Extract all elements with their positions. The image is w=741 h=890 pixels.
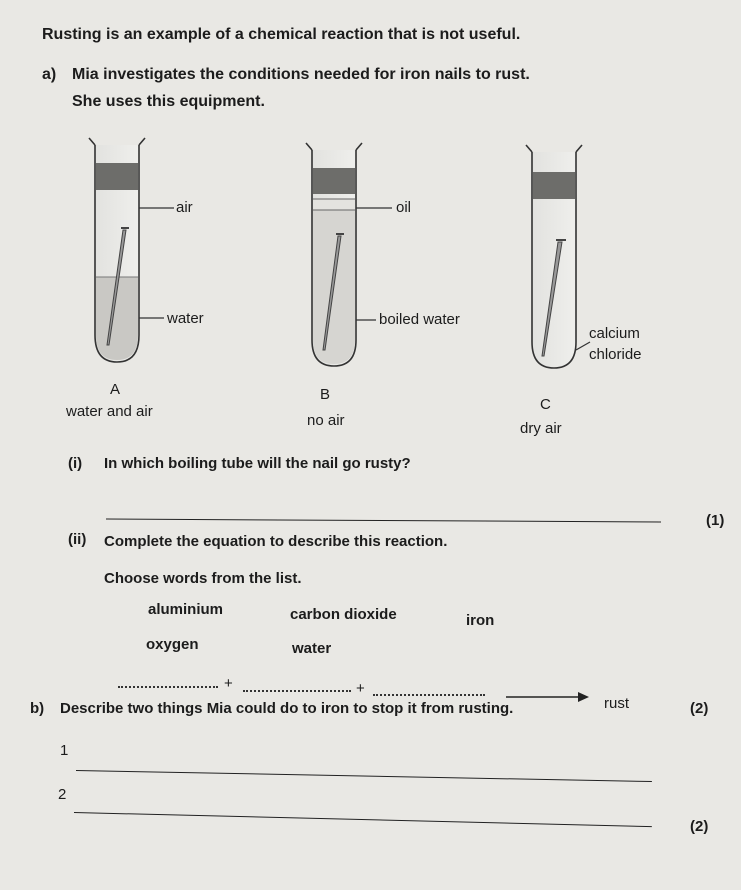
intro-line-end: useful. bbox=[464, 26, 521, 43]
q-ii-text: Complete the equation to describe this reaction. bbox=[104, 533, 448, 550]
tube-c-caption: dry air bbox=[520, 420, 562, 437]
tube-a bbox=[89, 138, 174, 362]
equation-plus-1: + bbox=[224, 675, 233, 692]
answer-2-line[interactable] bbox=[74, 812, 652, 827]
part-b-label: b) bbox=[30, 700, 45, 717]
equation-plus-2: + bbox=[356, 680, 365, 697]
tube-c-label-chloride: chloride bbox=[589, 346, 642, 363]
tube-b-oil bbox=[313, 199, 355, 210]
tube-b-label-oil: oil bbox=[396, 199, 412, 216]
word-carbon-dioxide: carbon dioxide bbox=[290, 606, 397, 623]
tube-b-caption: no air bbox=[307, 412, 345, 429]
tube-b-id: B bbox=[320, 386, 331, 403]
equation-blank-3[interactable] bbox=[373, 694, 485, 696]
tube-c bbox=[526, 145, 590, 368]
q-ii-marks: (2) bbox=[690, 700, 709, 717]
q-i-number: (i) bbox=[68, 455, 83, 472]
q-ii-instruction: Choose words from the list. bbox=[104, 570, 302, 587]
tube-a-label-water: water bbox=[167, 310, 204, 327]
q-i-marks: (1) bbox=[706, 512, 725, 529]
intro-emphasis: not bbox=[439, 26, 465, 43]
part-b-text: Describe two things Mia could do to iron to stop it from rusting. bbox=[60, 700, 514, 717]
tube-a-id: A bbox=[110, 381, 121, 398]
part-a-text: Mia investigates the conditions needed for iron nails to rust. bbox=[72, 66, 530, 83]
equation-blank-1[interactable] bbox=[118, 686, 218, 688]
equation-product: rust bbox=[604, 695, 630, 712]
answer-1-line[interactable] bbox=[76, 770, 652, 782]
tube-c-label-calcium: calcium bbox=[589, 325, 640, 342]
word-water: water bbox=[292, 640, 332, 657]
word-oxygen: oxygen bbox=[146, 636, 199, 653]
equation-arrow bbox=[506, 690, 590, 704]
answer-1-number: 1 bbox=[60, 742, 69, 759]
tube-b bbox=[306, 143, 392, 366]
tube-a-stopper bbox=[96, 163, 138, 190]
q-i-text: In which boiling tube will the nail go rusty? bbox=[104, 455, 411, 472]
word-iron: iron bbox=[466, 612, 495, 629]
tube-c-stopper bbox=[533, 172, 575, 199]
q-i-answer-line[interactable] bbox=[106, 519, 661, 523]
tube-b-label-boiled-water: boiled water bbox=[379, 311, 460, 328]
tube-a-caption: water and air bbox=[66, 403, 153, 420]
answer-2-number: 2 bbox=[58, 786, 67, 803]
intro-line: Rusting is an example of a chemical reaction that is bbox=[42, 26, 440, 43]
part-a-label: a) bbox=[42, 66, 57, 83]
part-b-marks: (2) bbox=[690, 818, 709, 835]
equation-blank-2[interactable] bbox=[243, 690, 351, 692]
word-aluminium: aluminium bbox=[148, 601, 224, 618]
tube-a-label-air: air bbox=[176, 199, 193, 216]
tube-b-stopper bbox=[313, 168, 355, 194]
tube-c-id: C bbox=[540, 396, 551, 413]
part-a-text2: She uses this equipment. bbox=[72, 93, 265, 110]
q-ii-number: (ii) bbox=[68, 531, 87, 548]
